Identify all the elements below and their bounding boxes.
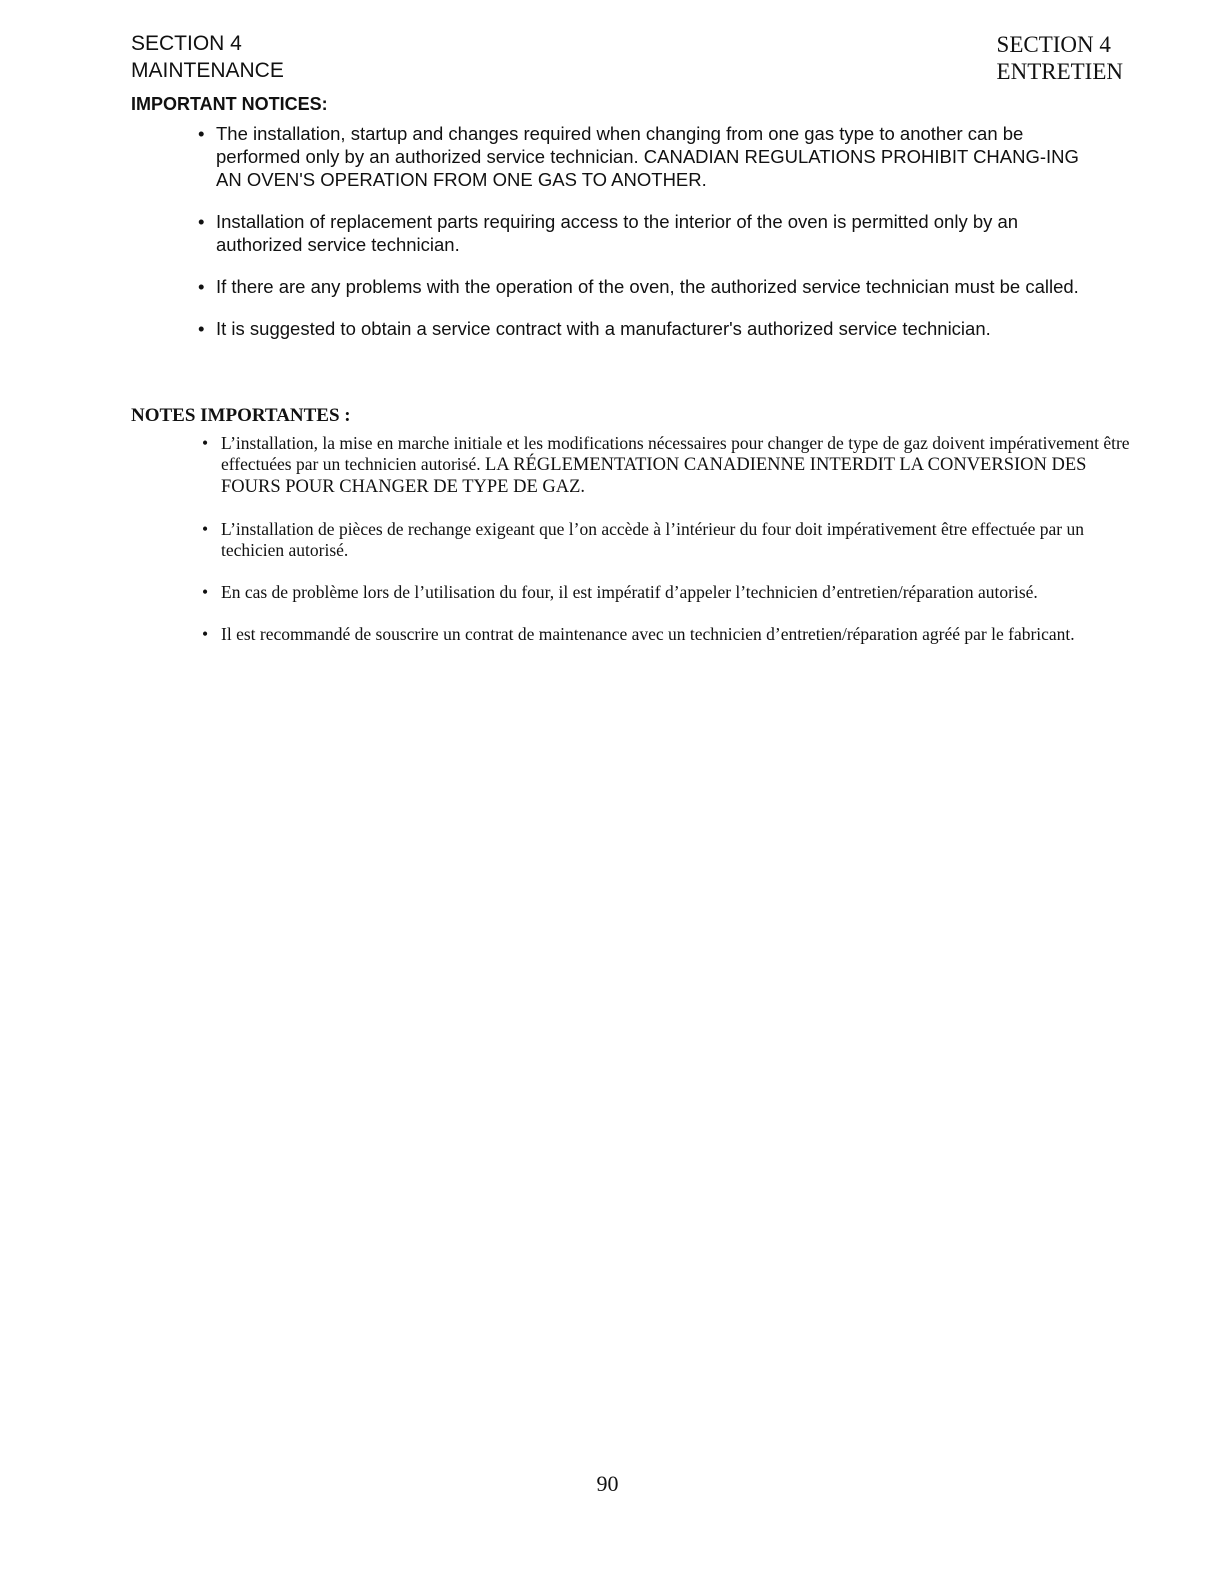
french-notice-text: L’installation de pièces de rechange exigeant que l’on accède à l’intérieur du four doit impérativement être effectuée par un techicien autorisé. [221,519,1084,560]
french-notice-item [200,582,1130,603]
french-notice-item [200,519,1130,561]
english-notice-text: Installation of replacement parts requiring access to the interior of the oven is permitted only by an authorized service technician. [216,211,1019,255]
english-notice-text: The installation, startup and changes required when changing from one gas type to another can be performed only by an authorized service technician. CANADIAN REGULATIONS PROHIBIT CHANG-ING AN OVEN'S OPERATION FROM ONE GAS TO ANOTHER. [216,123,1079,190]
english-notices-list [196,122,1101,340]
french-notice-text: L’installation, la mise en marche initiale et les modifications nécessaires pour changer de type de gaz doivent impérativement être effectuées par un technicien autorisé. [221,433,1130,474]
french-notice-item [200,433,1130,498]
english-notice-item [196,275,1101,298]
bullet-icon: • [198,211,205,232]
french-notices-list [200,433,1130,645]
bullet-icon: • [198,276,205,297]
header-right-section: SECTION 4 [996,32,1111,57]
english-notice-text: If there are any problems with the operation of the oven, the authorized service technician must be called. [216,276,1079,297]
english-heading: IMPORTANT NOTICES: [131,94,328,114]
header-left [131,30,284,84]
bullet-icon: • [202,624,209,644]
bullet-icon: • [202,519,209,539]
english-notice-item [196,317,1101,340]
header-right [997,31,1123,85]
bullet-icon: • [202,433,209,453]
english-notice-item [196,210,1101,256]
english-notice-text: It is suggested to obtain a service contract with a manufacturer's authorized service technician. [216,318,991,339]
header-left-title: MAINTENANCE [131,59,284,82]
french-heading: NOTES IMPORTANTES : [131,405,351,426]
french-notice-text: En cas de problème lors de l’utilisation du four, il est impératif d’appeler l’technicien d’entretien/réparation autorisé. [221,582,1038,602]
english-notice-item [196,122,1101,191]
bullet-icon: • [202,582,209,602]
french-notice-item [200,624,1130,645]
bullet-icon: • [198,318,205,339]
french-notice-regulation: LA RÉGLEMENTATION CANADIENNE INTERDIT LA CONVERSION DES FOURS POUR CHANGER DE TYPE DE GAZ. [221,455,1087,497]
bullet-icon: • [198,123,205,144]
page-number: 90 [596,1471,619,1496]
header-left-section: SECTION 4 [131,32,242,55]
header-right-title: ENTRETIEN [996,59,1123,84]
french-notice-text: Il est recommandé de souscrire un contrat de maintenance avec un technicien d’entretien/réparation agréé par le fabricant. [221,624,1075,644]
